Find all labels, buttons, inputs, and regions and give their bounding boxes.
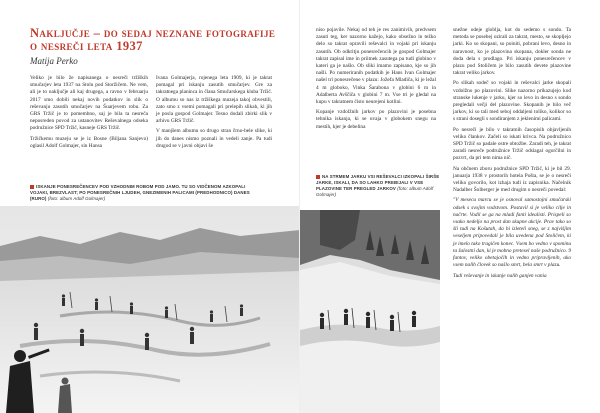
right-page xyxy=(300,0,600,413)
caption-marker xyxy=(316,175,320,179)
article-title-line2: o nesreči leta 1937 xyxy=(30,39,143,53)
article-title-line1: Naključje – do sedaj neznane fotografije xyxy=(30,26,276,40)
photo-image xyxy=(300,210,440,413)
quote-paragraph: Tudi reševanje in iskanje nalih ganjen vania xyxy=(453,272,547,279)
paragraph: Veliko je bilo že napisanega o nesreči tržiških smučarjev leta 1937 na Stolu pod Storžičem. Ne vem, ali je to naključje ali kaj drugega, a ravno v februarju 2017 smo dobili nekaj novih podatkov in slik o reševanju zasutih smučarjev na Šuarjevem robu. Za GRS Tržič je to pomembno, saj je bila ta nesreča neposreden povod za ustanovitev Reševalnega odseka podružnice SPD Tržič, kasneje GRS Tržič. xyxy=(30,75,148,132)
avalanche-search-photo-left xyxy=(0,206,300,413)
article-author: Matija Perko xyxy=(30,56,78,66)
caption-marker xyxy=(30,185,34,189)
paragraph: Po nesreči je bilo v takratnih časopisih objavljenih veliko člankov. Začeli so iskati krivca. Na podružnico SPD Tržič so padale ostre obtožbe. Zaradi teh, je takrat zaradi nesreče podružnice Tržič odslagal ogorčilni in pozvrt, da pri tem nima nič. xyxy=(453,126,571,162)
left-column-2 xyxy=(156,75,272,150)
paragraph: niso pojavile. Nekaj od teh je res zanimivih, predvsem zasuti teg, ker nazorno kažejo, kako obsežno in težko delo so takrat opravili reševalci in vojaki pri iskanju zasutih. Ob odkritju ponesrečencih je gospod Golmajer takrat zapisal ime in priimek zasutega pa tudi globino v kateri ga je našlo. Ob sliki imamo zapisano, kje so jih našli. Po numeriranih podatkih je Hans Ivan Golmajer našel tri ponesrečene v plazu: Jožefa Mladiča, ki je ležal 4 m globoko, Vinka Šarabona v globini 6 m in Adalberta Avščiča v globini 7 m. Vse tri je gledal na kupu v takratnem čisto neurejeni kotlini. xyxy=(316,27,436,106)
paragraph: V manjšem albumu so drugo stran črno-bele slike, ki jih do danes nismo poznali in vedeli zanje. Pa tudi drugod se v javni objavi še xyxy=(156,128,272,149)
article-title xyxy=(30,27,285,53)
paragraph: Tržičkemu muzeju se je iz Bosne (Biljana Sanjevo) oglasil Adolf Golmajer, sin Hansa xyxy=(30,135,148,149)
left-column-1 xyxy=(30,75,148,150)
right-column-2 xyxy=(453,27,571,280)
quote-paragraph: "V mesecu marcu se je osnoval samostojni smučarski odsek s svojim vodstvom. Postavil si je veliko cilje in načrte. Vodil se ga na mladi fanti idealisti. Prispeli so vsako nedeljo na prost dan skupne akcije. Prav tako so šli tudi na Košutah, da bi izleteli sneg, se z najvišjim veseljem pripovedali je bila uvedena pod Stoličem, ki je imelo tako tragičen konec. Vsem bo vedno v spominu ta žalostni dan, ki je mobno pretesel naše podružnico. 9 fantov, veliko obetajočih in vedno pripravljenih, ako vsem nalih človek so našlo smrt, bela smrt v plazu. xyxy=(453,197,571,269)
caption-source: (foto: album Adolf Golmajer) xyxy=(316,186,434,197)
right-column-1 xyxy=(316,27,436,131)
caption-text: ISKANJE PONESREČENCEV POD VZHODNIM ROBOM POD JAMO. TU SO VIDČENOM AZKOPALI VOJAKI, BREZVLAST; PO PONESREČNIH LJUDEH, GNEZIMENIH PALICAMI (PREDHODNICO) DANES (RURO) xyxy=(30,184,250,201)
paragraph: Po slikah sodeč so vojaki in reševalci jarke skopali vzdolžno po plazovini. Slike nazorno prikazujejo kod stranske lukenje v jarku, kjer so levo in desno s sondo pregledali večji del plazovine. Skopanih je bilo več jarkov, ki so tali med seboj oddaljeni toliko, kolikor so s strani dosegli s sondiranjem z jeklenimi palicami. xyxy=(453,80,571,123)
paragraph: Kopanje vzdolžnih jarkov po plazovini je posebna tehnika iskanja, ki se uvaja v globokem snegu na mestih, kjer je debelina xyxy=(316,109,436,130)
avalanche-search-photo-right xyxy=(300,210,440,413)
photo-image xyxy=(0,206,300,413)
paragraph: Na občnem zboru podružnice SPD Tržič, ki je bil 29. januarja 1938 v prostorih hotela Pošta, se je o nesreči veliko govorilo, kot izhaja tudi iz zapisnika. Načelnik Nadalber Šolberger je med drugim o nesreči povedal: xyxy=(453,165,571,194)
paragraph: Ivana Golmajerja, rojenega leta 1909, ki je takrat pomagal pri iskanju zasutih smučarjev. Gre za takratnega planinca in člana Smučarskega kluba Tržič. O albumu so nas iz tržiškega muzeja takoj obvestili, zato smo z vsemi pomagali pri prelepih slikah, ki jih je posla gospod Golmajer. Tesno dodali zbirki slik v arhivu GRS Tržič. xyxy=(156,75,272,125)
right-photo-caption xyxy=(316,174,440,198)
paragraph: snežne odeje globlja, kot do sedemo s sondo. Ta metoda se posebej ozirali za takrat, mesto, se skopljejo jarki. Ko so skopani, so poiniti, pobrani levo, desno in naravnost, ko je plazovina skopana, dokler sonda ne doda dela s prodlago. Pri iskanju ponesrečencev v plazu pod Stoličem je bilo zasutih devete plazovine takrat veliko jarkov. xyxy=(453,27,571,77)
caption-source: (foto: album Adolf Golmajer) xyxy=(47,196,106,201)
caption-text: NA STRMEM JARKU VSI REŠEVALCI IZKOPALI ŠIRŠE JARKE, ISKALI, DA SO LAHKO PREBIJALI V VSE PLAZOVINE TER PREGLED JARKOV xyxy=(316,174,440,191)
left-photo-caption xyxy=(30,184,260,202)
